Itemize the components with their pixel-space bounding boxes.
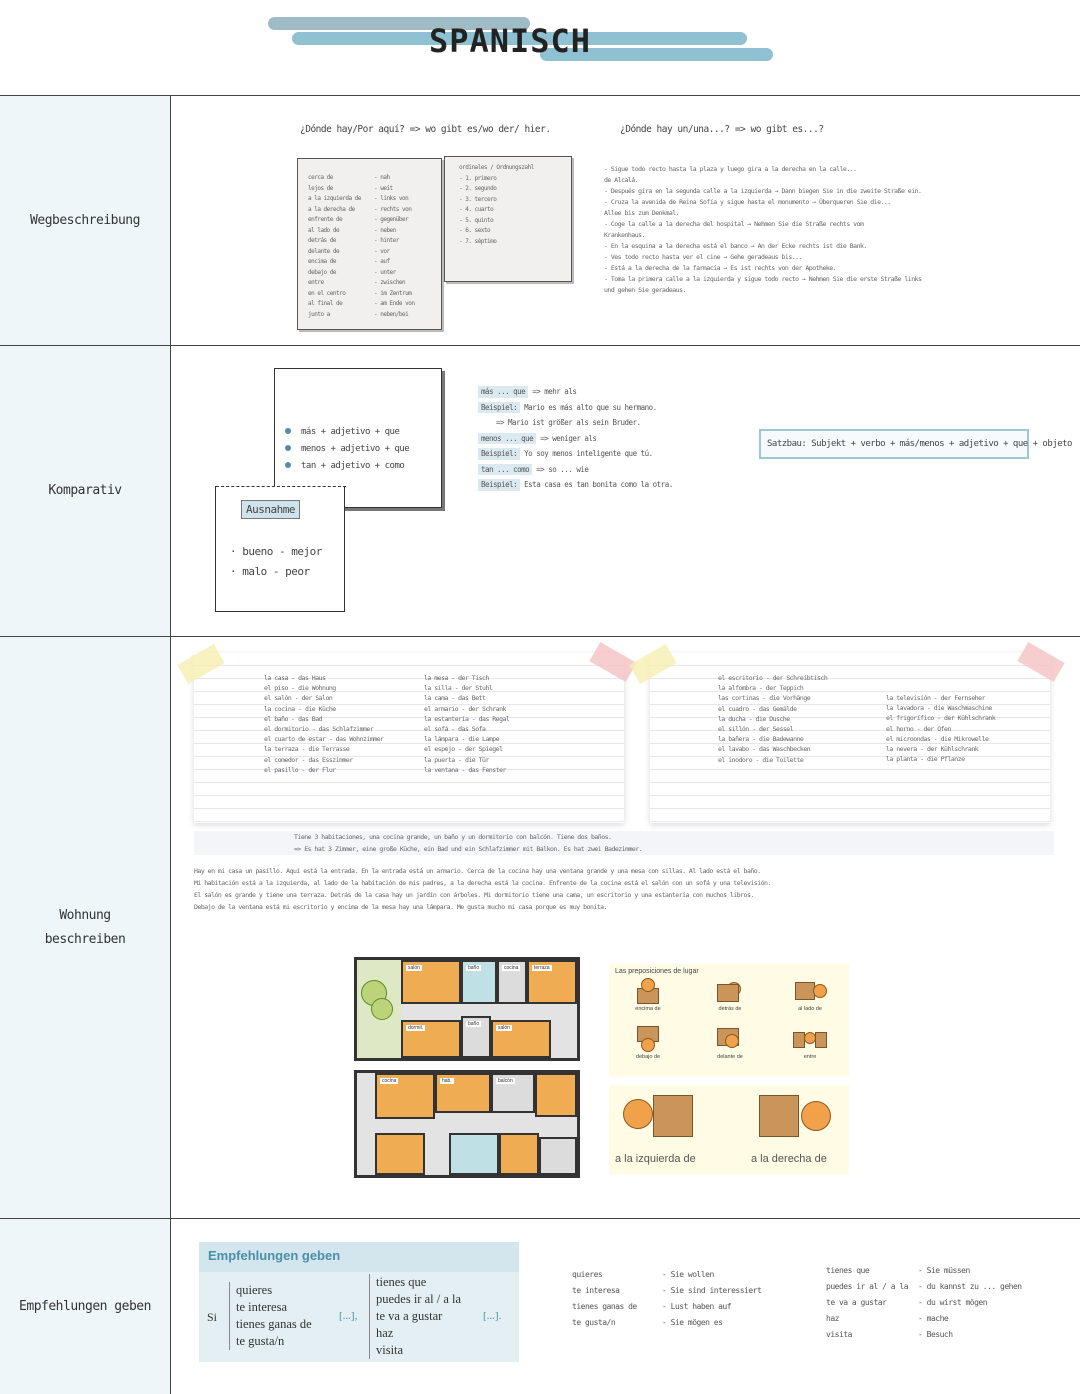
vocab-item: el cuadro - das Gemälde — [718, 704, 797, 713]
text-line: - Está a la derecha de la farmacia → Es ist rechts von der Apotheke. — [604, 264, 837, 272]
note-item: - rechts von — [374, 205, 412, 213]
room-label: baño — [468, 1021, 480, 1027]
phrase-list-german — [662, 1267, 761, 1331]
text-line: - En la esquina a la derecha está el banco → An der Ecke rechts ist die Bank. — [604, 242, 867, 250]
phrase-item: te gusta/n — [572, 1318, 616, 1327]
text-line: de Alcalá. — [604, 176, 639, 184]
note-title: ordinales / Ordnungszahl — [459, 164, 534, 171]
floor-plan — [354, 1070, 580, 1178]
vocab-item: el horno - der Ofen — [886, 724, 951, 733]
preposition-item — [613, 1026, 683, 1060]
phrase-item: tienes que — [376, 1275, 427, 1289]
phrase-item: - Sie müssen — [918, 1266, 970, 1275]
phrase-list-spanish — [826, 1263, 908, 1343]
phrase-column — [369, 1274, 461, 1359]
vocab-item: la lámpara - die Lampe — [424, 735, 500, 744]
note-item: debajo de — [308, 268, 337, 276]
vocab-item: el sofá - das Sofa — [424, 725, 486, 734]
section-label: Wegbeschreibung — [30, 212, 140, 228]
note-item: - hinter — [374, 237, 399, 244]
rule-item — [285, 458, 409, 475]
room — [375, 1133, 425, 1175]
note-item: a la izquierda de — [308, 195, 361, 202]
phrase-item: - mache — [918, 1314, 949, 1323]
vocab-column — [886, 693, 995, 764]
exception-item: · malo - peor — [230, 565, 310, 578]
note-item: enfrente de — [308, 216, 343, 223]
room — [499, 1133, 539, 1175]
note-item: - 5. quinto — [459, 216, 494, 224]
vocab-item: la cama - das Bett — [424, 694, 486, 703]
note-item: delante de — [308, 247, 340, 255]
sentence-structure-box: Satzbau: Subjekt + verbo + más/menos + adjetivo + que + objeto — [759, 429, 1029, 459]
note-item: - links von — [374, 195, 409, 202]
phrase-item: - Sie wollen — [662, 1270, 714, 1279]
vocab-item: la casa - das Haus — [264, 674, 326, 682]
phrase-item: - Sie sind interessiert — [662, 1286, 762, 1295]
face-icon — [801, 1101, 831, 1131]
text-line: Hay en mi casa un pasillo. Aquí está la entrada. En la entrada está un armario. Cerca de la cocina hay una ventana grande y una mesa con sillas. Al lado está el baño. — [194, 867, 761, 875]
phrase-item: tienes ganas de — [236, 1317, 312, 1331]
exception-tag: Ausnahme — [241, 500, 300, 519]
example-line — [478, 464, 738, 476]
vocab-item: el salón - der Salon — [264, 694, 333, 703]
text-line: - Coge la calle a la derecha del hospital → Nehmen Sie die Straße rechts vom — [604, 220, 864, 228]
text-line: El salón es grande y tiene una terraza. Detrás de la casa hay un jardín con árboles. Mi dormitorio tiene una cama, un escritorio y una estantería con muchos libros. — [194, 891, 754, 899]
phrase-list-spanish — [572, 1267, 637, 1331]
note-item: - 6. sexto — [459, 227, 491, 234]
note-item: - gegenüber — [374, 216, 409, 223]
room — [375, 1073, 435, 1119]
preposition-label: entre — [803, 1054, 817, 1060]
apartment-description — [194, 831, 1054, 913]
room — [461, 1016, 491, 1058]
vocab-item: el sillón - der Sessel — [718, 725, 794, 734]
rule-text: más + adjetivo + que — [301, 427, 400, 437]
example-line — [478, 386, 738, 398]
note-item: - 4. cuarto — [459, 206, 494, 213]
vocab-item: la planta - die Pflanze — [886, 755, 965, 764]
face-icon — [623, 1099, 653, 1129]
phrase-item: tienes que — [826, 1266, 870, 1275]
note-item: - zwischen — [374, 279, 406, 286]
vocab-item: la ventana - das Fenster — [424, 765, 506, 774]
section-content — [172, 346, 1080, 636]
phrase-item: haz — [376, 1326, 394, 1340]
phrase-item: quieres — [572, 1270, 603, 1279]
tree-icon — [371, 998, 393, 1020]
section-wegbeschreibung — [0, 95, 1080, 346]
phrase-item: te gusta/n — [236, 1334, 285, 1348]
text-line: Mi habitación está a la izquierda, al lado de la habitación de mis padres, a la derecha está la cocina. Enfrente de la cocina está el salón con un sofá y una televisión. — [194, 879, 771, 887]
exception-list — [230, 542, 322, 582]
vocab-item: el piso - die Wohnung — [264, 684, 336, 693]
section-label-line: beschreiben — [44, 931, 126, 947]
vocab-item: la estantería - das Regal — [424, 714, 510, 723]
preposition-label: a la izquierda de — [615, 1153, 696, 1165]
vocab-paper — [650, 653, 1050, 823]
room — [497, 960, 527, 1004]
example-text: Esta casa es tan bonita como la otra. — [524, 480, 673, 489]
rule-text: tan + adjetivo + como — [301, 461, 405, 471]
note-item: al lado de — [308, 226, 340, 234]
box-icon — [653, 1095, 693, 1137]
vocab-item: la bañera - die Badewanne — [718, 735, 804, 744]
highlight-tag: Beispiel: — [478, 402, 520, 414]
phrase-item: quieres — [236, 1283, 273, 1297]
room — [491, 1073, 535, 1113]
placeholder-dots: [...]. — [483, 1310, 502, 1322]
example-text: => mehr als — [532, 387, 577, 396]
phrase-item: tienes ganas de — [572, 1302, 637, 1311]
note-item: entre — [308, 279, 324, 286]
sticky-note-prepositions — [297, 158, 442, 330]
room-label: terraza — [534, 965, 550, 971]
floor-plan — [354, 957, 580, 1061]
box-body — [199, 1272, 519, 1362]
vocab-item: el frigorífico - der Kühlschrank — [886, 714, 996, 723]
example-text: Yo soy menos inteligente que tú. — [524, 449, 653, 458]
phrase-item: visita — [826, 1330, 852, 1339]
room-label: salón — [498, 1025, 510, 1031]
highlight-tag: Beispiel: — [478, 479, 520, 491]
phrase-item: puedes ir al / a la — [826, 1282, 909, 1291]
room — [401, 1020, 461, 1058]
note-item: - neben — [374, 226, 396, 234]
vocab-item: las cortinas - die Vorhänge — [718, 694, 811, 703]
vocab-column — [424, 673, 509, 775]
si-word: Si — [207, 1310, 218, 1324]
note-item: - 1. primero — [459, 174, 497, 182]
summary-line: => Es hat 3 Zimmer, eine große Küche, ein Bad und ein Schlafzimmer mit Balkon. Es hat zwei Badezimmer. — [294, 845, 643, 853]
text-line: Debajo de la ventana está mi escritorio y encima de la mesa hay una lámpara. Me gusta mucho mi casa porque es muy bonita. — [194, 903, 608, 911]
note-items — [459, 174, 534, 248]
note-item: detrás de — [308, 237, 337, 244]
example-line — [478, 417, 738, 429]
phrase-item: te interesa — [236, 1300, 288, 1314]
preposition-item — [695, 1026, 765, 1060]
vocab-item: el microondas - die Mikrowelle — [886, 734, 989, 743]
summary-band — [194, 831, 1054, 855]
text-line: - Después gira en la segunda calle a la izquierda → Dann biegen Sie in die zweite Straße ein. — [604, 187, 922, 195]
phrase-item: puedes ir al / a la — [376, 1292, 462, 1306]
highlight-tag: Beispiel: — [478, 448, 520, 460]
preposition-item — [775, 978, 845, 1012]
text-line: - Toma la primera calle a la izquierda y sigue todo recto → Nehmen Sie die erste Straße links — [604, 275, 922, 283]
note-item: junto a — [308, 310, 330, 318]
example-text: => Mario ist größer als sein Bruder. — [496, 418, 641, 427]
preposition-label: debajo de — [635, 1054, 661, 1060]
bullet-icon — [285, 428, 291, 434]
question-heading: ¿Dónde hay/Por aquí? => wo gibt es/wo der/ hier. — [300, 124, 551, 135]
phrase-item: visita — [376, 1343, 404, 1357]
room-label: hab. — [442, 1078, 452, 1084]
text-line: - Ves todo recto hasta ver el cine → Gehe geradeaus bis... — [604, 253, 802, 261]
note-item: - unter — [374, 268, 396, 276]
comparative-examples — [478, 386, 738, 495]
preposition-item — [613, 978, 683, 1012]
example-line — [478, 479, 738, 491]
room — [527, 960, 577, 1004]
exception-item: · bueno - mejor — [230, 545, 322, 558]
directions-text — [604, 164, 1024, 296]
note-column-spanish — [308, 173, 361, 320]
room — [435, 1073, 491, 1113]
vocab-item: la puerta - die Tür — [424, 755, 489, 764]
description-text — [194, 865, 1054, 913]
box-icon — [759, 1095, 799, 1137]
phrase-item: - du kannst zu ... gehen — [918, 1282, 1022, 1291]
phrase-column — [229, 1282, 312, 1350]
preposition-item — [695, 978, 765, 1012]
example-text: Mario es más alto que su hermano. — [524, 402, 657, 412]
preposition-item — [775, 1026, 845, 1060]
section-komparativ — [0, 346, 1080, 637]
note-item: en el centro — [308, 289, 346, 297]
section-wohnung — [0, 637, 1080, 1219]
phrase-item: te interesa — [572, 1286, 620, 1295]
room — [539, 1137, 577, 1175]
section-label-line: Wohnung — [59, 907, 111, 923]
vocab-item: el lavabo - das Waschbecken — [718, 745, 811, 754]
sticky-note-ordinals — [444, 156, 572, 282]
rule-item — [285, 424, 409, 441]
summary-line: Tiene 3 habitaciones, una cocina grande, un baño y un dormitorio con balcón. Tiene dos baños. — [294, 833, 612, 841]
page-title: SPANISCH — [428, 22, 592, 60]
section-content — [172, 637, 1080, 1218]
preposition-label: al lado de — [798, 1006, 822, 1012]
note-item: cerca de — [308, 174, 333, 181]
room-label: cocina — [382, 1078, 397, 1084]
placeholder-dots: [...], — [339, 1310, 358, 1322]
section-content — [172, 1219, 1080, 1394]
example-line — [478, 402, 738, 414]
recommendations-box — [199, 1242, 519, 1362]
vocab-item: la terraza - die Terrasse — [264, 745, 350, 754]
exception-box — [215, 486, 345, 612]
vocab-item: la ducha - die Dusche — [718, 714, 790, 723]
prepositions-illustration — [609, 964, 849, 1076]
phrase-item: - Besuch — [918, 1330, 953, 1339]
example-line — [478, 433, 738, 445]
vocab-column — [264, 673, 383, 775]
text-line: - Sigue todo recto hasta la plaza y luego gira a la derecha en la calle... — [604, 165, 857, 173]
highlight-tag: tan ... como — [478, 464, 532, 476]
question-heading: ¿Dónde hay un/una...? => wo gibt es...? — [620, 124, 824, 135]
text-line: Krankenhaus. — [604, 231, 645, 239]
phrase-item: haz — [826, 1314, 839, 1323]
note-item: - im Zentrum — [374, 289, 412, 297]
preposition-label: delante de — [717, 1054, 743, 1060]
note-item: - 3. tercero — [459, 195, 497, 203]
section-content — [172, 96, 1080, 345]
phrase-item: - Sie mögen es — [662, 1318, 723, 1327]
section-label-cell — [0, 346, 171, 636]
section-label: Komparativ — [48, 483, 122, 498]
prepositions-illustration-large — [609, 1085, 849, 1175]
note-item: encima de — [308, 258, 337, 265]
room — [401, 960, 461, 1004]
highlight-tag: más ... que — [478, 386, 528, 398]
room-label: baño — [468, 965, 480, 971]
note-item: - neben/bei — [374, 310, 409, 318]
vocab-item: el espejo - der Spiegel — [424, 745, 503, 754]
vocab-item: el cuarto de estar - das Wohnzimmer — [264, 735, 384, 744]
note-item: - 2. segundo — [459, 185, 497, 192]
phrase-item: - Lust haben auf — [662, 1302, 732, 1311]
section-label — [45, 904, 126, 952]
preposition-label: encima de — [635, 1006, 661, 1012]
note-item: lejos de — [308, 184, 333, 192]
phrase-list-german — [918, 1263, 1022, 1343]
room — [461, 960, 497, 1004]
vocab-item: el baño - das Bad — [264, 714, 323, 723]
note-item: - am Ende von — [374, 300, 415, 307]
phrase-item: te va a gustar — [826, 1298, 887, 1307]
comparative-rules-list — [285, 424, 409, 475]
vocab-item: la cocina - die Küche — [264, 704, 336, 713]
example-text: => weniger als — [540, 433, 597, 443]
section-label-cell — [0, 1219, 171, 1394]
phrase-item: te va a gustar — [376, 1309, 443, 1323]
rule-item — [285, 441, 409, 458]
note-item: a la derecha de — [308, 205, 355, 213]
bullet-icon — [285, 445, 291, 451]
note-column — [459, 163, 534, 247]
room — [491, 1020, 551, 1058]
box-title: Empfehlungen geben — [208, 1248, 341, 1263]
text-line: - Cruza la avenida de Reina Sofía y sigue hasta el monumento → Überqueren Sie die... — [604, 198, 891, 206]
room — [535, 1073, 577, 1117]
note-item: - vor — [374, 247, 390, 255]
note-item: - auf — [374, 258, 390, 265]
vocab-item: la nevera - der Kühlschrank — [886, 745, 979, 754]
preposition-label: a la derecha de — [751, 1153, 827, 1165]
note-item: al final de — [308, 300, 343, 307]
section-label-cell — [0, 96, 171, 345]
preposition-label: detrás de — [718, 1006, 742, 1012]
vocab-item: el dormitorio - das Schlafzimmer — [264, 725, 374, 734]
room-label: cocina — [504, 965, 519, 971]
vocab-item: la silla - der Stuhl — [424, 684, 493, 693]
room-label: salón — [408, 965, 420, 971]
highlight-tag: menos ... que — [478, 433, 536, 445]
room-label: dormit. — [408, 1025, 424, 1031]
section-label: Empfehlungen geben — [19, 1298, 151, 1314]
vocab-item: el inodoro - die Toilette — [718, 755, 804, 764]
vocab-item: el pasillo - der Flur — [264, 765, 336, 774]
bullet-icon — [285, 462, 291, 468]
note-column-german — [374, 173, 414, 320]
illustration-title: Las preposiciones de lugar — [615, 968, 699, 975]
example-line — [478, 448, 738, 460]
title-banner — [0, 0, 1080, 95]
vocab-paper — [194, 653, 624, 823]
vocab-item: la lavadora - die Waschmaschine — [886, 704, 992, 713]
rule-text: menos + adjetivo + que — [301, 444, 410, 454]
text-line: und gehen Sie geradeaus. — [604, 286, 686, 294]
vocab-column — [718, 673, 827, 765]
note-item: - weit — [374, 184, 393, 192]
vocab-item: el armario - der Schrank — [424, 704, 506, 713]
section-label-cell — [0, 637, 171, 1218]
vocab-item: la alfombra - der Teppich — [718, 684, 804, 693]
vocab-item: la televisión - der Fernseher — [886, 694, 985, 702]
example-text: => so ... wie — [536, 464, 589, 474]
phrase-item: - du wirst mögen — [918, 1298, 988, 1307]
text-line: Allee bis zum Denkmal. — [604, 209, 680, 217]
vocab-item: la mesa - der Tisch — [424, 674, 489, 682]
room-label: balcón — [498, 1078, 513, 1084]
room — [449, 1133, 499, 1175]
section-empfehlungen — [0, 1219, 1080, 1394]
vocab-item: el comedor - das Esszimmer — [264, 755, 353, 764]
vocab-item: el escritorio - der Schreibtisch — [718, 674, 828, 682]
note-item: - 7. séptimo — [459, 237, 497, 245]
note-item: - nah — [374, 174, 390, 181]
